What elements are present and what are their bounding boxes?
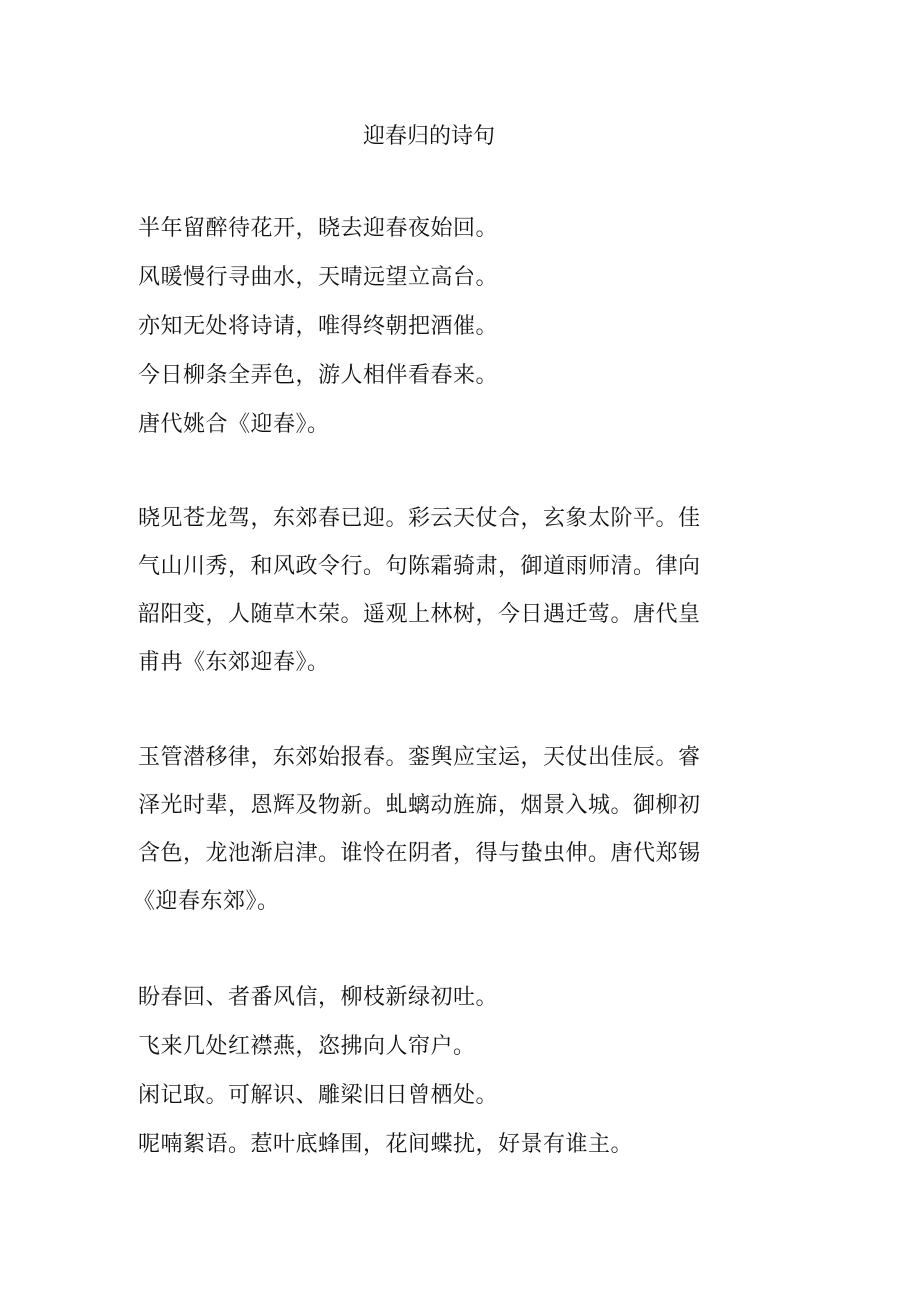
poem-line: 气山川秀，和风政令行。句陈霜骑肃，御道雨师清。律向 [138, 554, 701, 579]
poem-line: 亦知无处将诗请，唯得终朝把酒催。 [138, 314, 499, 339]
poem-line: 闲记取。可解识、雕梁旧日曾栖处。 [138, 1083, 499, 1108]
poem-attribution: 甫冉《东郊迎春》。 [138, 650, 330, 675]
poem-line: 飞来几处红襟燕，恣拂向人帘户。 [138, 1034, 476, 1059]
poem-line: 含色，龙池渐启津。谁怜在阴者，得与蛰虫伸。唐代郑锡 [138, 841, 701, 866]
poem-line: 玉管潜移律，东郊始报春。銮舆应宝运，天仗出佳辰。睿 [138, 745, 701, 770]
poem-line: 晓见苍龙驾，东郊春已迎。彩云天仗合，玄象太阶平。佳 [138, 506, 701, 531]
poem-line: 盼春回、者番风信，柳枝新绿初吐。 [138, 985, 499, 1010]
poem-line: 泽光时辈，恩辉及物新。虬螭动旌旆，烟景入城。御柳初 [138, 793, 701, 818]
poem-line: 今日柳条全弄色，游人相伴看春来。 [138, 363, 499, 388]
poem-line: 风暖慢行寻曲水，天晴远望立高台。 [138, 265, 499, 290]
poem-attribution: 《迎春东郊》。 [133, 889, 280, 914]
poem-line: 韶阳变，人随草木荣。遥观上林树，今日遇迁莺。唐代皇 [138, 602, 701, 627]
document-title: 迎春归的诗句 [362, 124, 495, 149]
poem-line: 呢喃絮语。惹叶底蜂围，花间蝶扰，好景有谁主。 [138, 1132, 634, 1157]
poem-attribution: 唐代姚合《迎春》。 [138, 412, 330, 437]
poem-line: 半年留醉待花开，晓去迎春夜始回。 [138, 216, 499, 241]
